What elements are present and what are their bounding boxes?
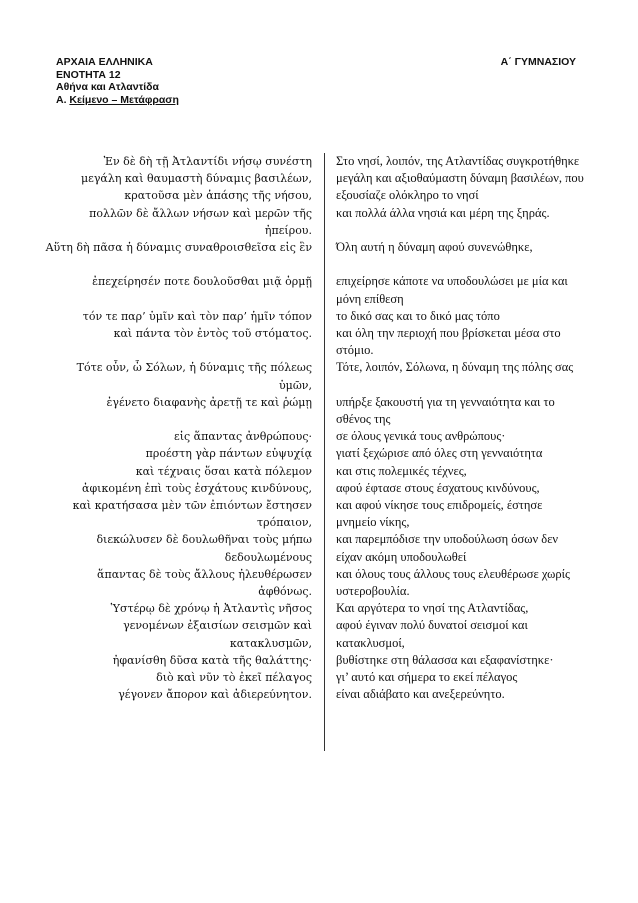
table-row	[44, 394, 584, 428]
modern-greek-translation: γι’ αυτό και σήμερα το εκεί πέλαγος	[336, 670, 518, 685]
modern-greek-translation: σε όλους γενικά τους ανθρώπους·	[336, 429, 506, 444]
modern-greek-translation: αφού έγιναν πολύ δυνατοί σεισμοί και κατακλυσμοί,	[336, 618, 528, 650]
table-row	[44, 463, 584, 480]
ancient-greek-text: πολλῶν δὲ ἄλλων νήσων καὶ μερῶν τῆς ἠπείρου.	[89, 206, 312, 237]
unit-title: ΕΝΟΤΗΤΑ 12	[56, 68, 121, 81]
table-row	[44, 205, 584, 239]
table-row	[44, 566, 584, 600]
ancient-greek-text: διεκώλυσεν δὲ δουλωθῆναι τοὺς μήπω δεδουλωμένους	[96, 533, 312, 564]
modern-greek-translation: γιατί ξεχώρισε από όλες στη γενναιότητα	[336, 446, 543, 461]
table-row	[44, 325, 584, 359]
modern-greek-translation: και παρεμπόδισε την υποδούλωση όσων δεν είχαν ακόμη υποδουλωθεί	[336, 532, 559, 564]
text-translation-table	[44, 153, 584, 703]
table-row	[44, 359, 584, 393]
modern-greek-translation: Τότε, λοιπόν, Σόλωνα, η δύναμη της πόλης σας	[336, 360, 574, 375]
ancient-greek-text: Ἐν δὲ δὴ τῇ Ἀτλαντίδι νήσῳ συνέστη	[103, 155, 312, 168]
ancient-greek-text: Αὕτη δὴ πᾶσα ἡ δύναμις συναθροισθεῖσα εἰς ἓν	[45, 241, 312, 255]
modern-greek-translation: βυθίστηκε στη θάλασσα και εξαφανίστηκε·	[336, 652, 554, 667]
section-heading	[56, 94, 576, 107]
ancient-greek-text: καὶ πάντα τὸν ἐντὸς τοῦ στόματος.	[113, 327, 312, 341]
table-row	[44, 170, 584, 204]
table-row	[44, 239, 584, 256]
table-row	[44, 497, 584, 531]
modern-greek-translation: και αφού νίκησε τους επιδρομείς, έστησε μνημείο νίκης,	[336, 498, 543, 530]
modern-greek-translation: επιχείρησε κάποτε να υποδουλώσει με μία και μόνη επίθεση	[336, 274, 568, 306]
table-row	[44, 617, 584, 651]
table-row	[44, 652, 584, 669]
topic-title: Αθήνα και Ατλαντίδα	[56, 81, 159, 93]
ancient-greek-text: τόν τε παρ’ ὑμῖν καὶ τὸν παρ’ ἡμῖν τόπον	[82, 309, 312, 323]
table-row	[44, 686, 584, 703]
subject-title: ΑΡΧΑΙΑ ΕΛΛΗΝΙΚΑ	[56, 56, 153, 68]
table-row	[44, 273, 584, 307]
section-link[interactable]: Κείμενο – Μετάφραση	[69, 93, 179, 106]
table-row	[44, 308, 584, 325]
modern-greek-translation: είναι αδιάβατο και ανεξερεύνητο.	[336, 687, 505, 702]
ancient-greek-text: ἅπαντας δὲ τοὺς ἄλλους ἠλευθέρωσεν ἀφθόνως.	[97, 567, 312, 599]
ancient-greek-text: ἀφικομένη ἐπὶ τοὺς ἐσχάτους κινδύνους,	[82, 481, 312, 495]
modern-greek-translation: μεγάλη και αξιοθαύμαστη δύναμη βασιλέων, που εξουσίαζε ολόκληρο το νησί	[336, 171, 584, 203]
ancient-greek-text: εἰς ἅπαντας ἀνθρώπους·	[174, 430, 312, 444]
ancient-greek-text: ἐπεχείρησέν ποτε δουλοῦσθαι μιᾷ ὁρμῇ	[92, 275, 312, 289]
document-header	[56, 56, 576, 106]
table-row	[44, 480, 584, 497]
modern-greek-translation: και όλους τους άλλους τους ελευθέρωσε χωρίς υστεροβουλία.	[336, 566, 570, 599]
ancient-greek-text: ἐγένετο διαφανὴς ἀρετῇ τε καὶ ῥώμῃ	[106, 395, 312, 409]
column-divider	[324, 153, 325, 751]
modern-greek-translation: και πολλά άλλα νησιά και μέρη της ξηράς.	[336, 205, 550, 220]
section-prefix: Α.	[56, 93, 70, 106]
ancient-greek-text: προέστη γὰρ πάντων εὐψυχίᾳ	[145, 447, 312, 461]
ancient-greek-text: καὶ κρατήσασα μὲν τῶν ἐπιόντων ἔστησεν τρόπαιον,	[72, 499, 312, 530]
ancient-greek-text: Ὑστέρῳ δὲ χρόνῳ ἡ Ἀτλαντὶς νῆσος	[110, 602, 312, 616]
modern-greek-translation: Όλη αυτή η δύναμη αφού συνενώθηκε,	[336, 240, 533, 255]
ancient-greek-text: Τότε οὖν, ὦ Σόλων, ἡ δύναμις τῆς πόλεως ὑμῶν,	[76, 361, 312, 392]
ancient-greek-text: γενομένων ἐξαισίων σεισμῶν καὶ κατακλυσμῶν,	[123, 619, 312, 650]
ancient-greek-text: γέγονεν ἄπορον καὶ ἀδιερεύνητον.	[118, 688, 312, 702]
modern-greek-translation: και στις πολεμικές τέχνες,	[336, 463, 467, 478]
ancient-greek-text: καὶ τέχναις ὅσαι κατὰ πόλεμον	[135, 464, 312, 478]
ancient-greek-text: ἠφανίσθη δῦσα κατὰ τῆς θαλάττης·	[112, 653, 312, 667]
table-row	[44, 445, 584, 462]
table-row	[44, 428, 584, 445]
ancient-greek-text: διὸ καὶ νῦν τὸ ἐκεῖ πέλαγος	[156, 671, 312, 685]
modern-greek-translation: Και αργότερα το νησί της Ατλαντίδας,	[336, 601, 529, 616]
ancient-greek-text: μεγάλη καὶ θαυμαστὴ δύναμις βασιλέων, κρατοῦσα μὲν ἁπάσης τῆς νήσου,	[81, 172, 312, 203]
table-row	[44, 531, 584, 565]
modern-greek-translation: και όλη την περιοχή που βρίσκεται μέσα στο στόμιο.	[336, 326, 561, 358]
grade-label: Α΄ ΓΥΜΝΑΣΙΟΥ	[500, 56, 576, 68]
table-row	[44, 669, 584, 686]
table-row	[44, 600, 584, 617]
spacer	[44, 256, 584, 273]
modern-greek-translation: υπήρξε ξακουστή για τη γενναιότητα και το σθένος της	[336, 394, 555, 427]
modern-greek-translation: Στο νησί, λοιπόν, της Ατλαντίδας συγκροτήθηκε	[336, 154, 580, 168]
modern-greek-translation: το δικό σας και το δικό μας τόπο	[336, 308, 500, 323]
modern-greek-translation: αφού έφτασε στους έσχατους κινδύνους,	[336, 480, 540, 495]
table-row	[44, 153, 584, 170]
